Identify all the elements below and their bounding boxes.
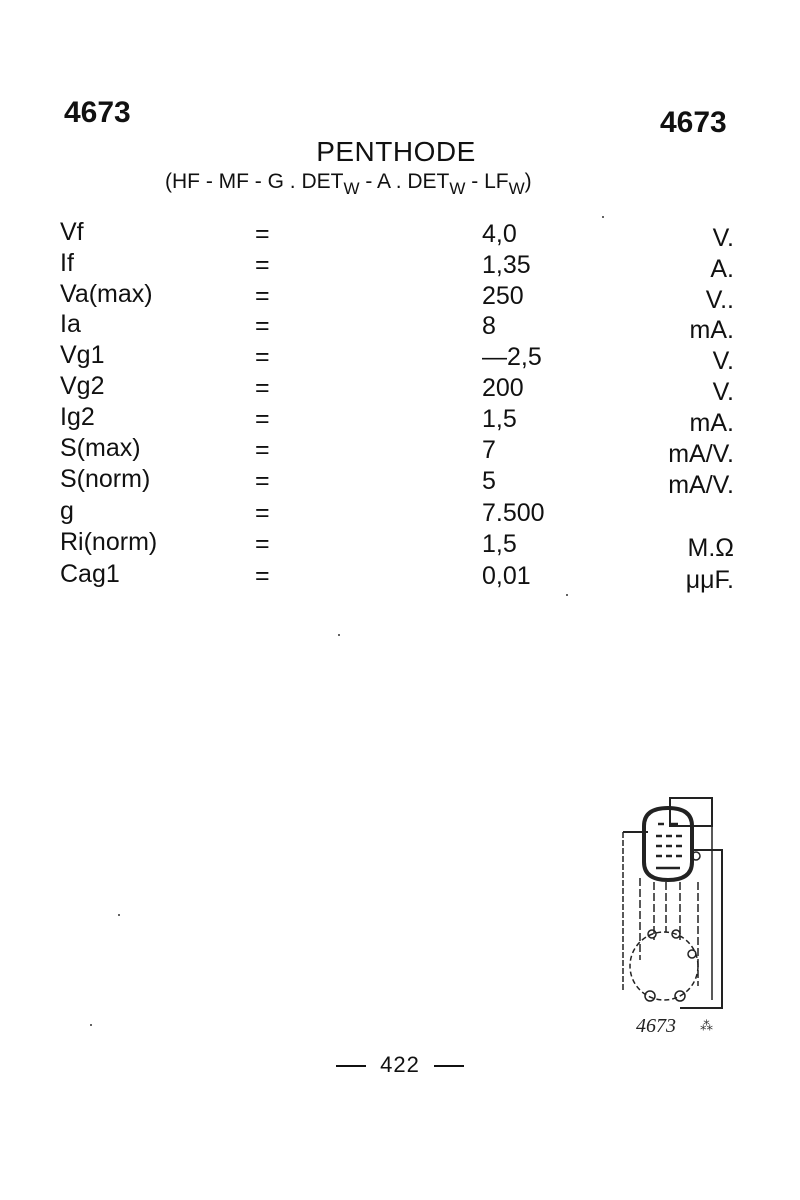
spec-symbol: S(max) [60,434,141,462]
spec-equals: = [255,499,270,527]
scan-speck [90,1024,92,1026]
spec-unit: M.Ω [687,534,734,562]
spec-value: 1,5 [482,405,517,433]
spec-row [0,249,800,283]
subtitle-part-b: - A . DET [359,170,450,193]
page-number-right: 4673 [660,106,727,139]
spec-equals: = [255,405,270,433]
footer-dash-left [336,1065,366,1067]
spec-symbol: Ri(norm) [60,528,158,556]
page-footer [0,1052,800,1078]
scan-speck [566,594,568,596]
spec-row [0,372,800,406]
spec-value: 250 [482,282,524,310]
spec-equals: = [255,562,270,590]
spec-unit: V. [712,347,734,375]
spec-unit: V. [712,378,734,406]
spec-row [0,560,800,594]
spec-symbol: Ig2 [60,403,95,431]
spec-row [0,341,800,375]
spec-symbol: S(norm) [60,465,151,493]
spec-row [0,310,800,344]
spec-value: 200 [482,374,524,402]
spec-symbol: Vg2 [60,372,105,400]
spec-value: 0,01 [482,562,531,590]
spec-row [0,403,800,437]
spec-equals: = [255,251,270,279]
spec-value: 7 [482,436,496,464]
spec-equals: = [255,312,270,340]
spec-row [0,434,800,468]
spec-value: 7.500 [482,499,545,527]
subtitle-part-d: ) [524,170,532,193]
spec-symbol: Cag1 [60,560,120,588]
spec-equals: = [255,220,270,248]
diagram-mark: ⁂ [700,1019,713,1034]
spec-symbol: If [60,249,74,277]
subtitle-part-a: (HF - MF - G . DET [165,170,344,193]
tube-type-title-text: PENTHODE [316,136,476,167]
spec-value: —2,5 [482,343,542,371]
subtitle-sub-b: W [449,179,466,198]
spec-unit: mA/V. [668,440,734,468]
subtitle-sub-a: W [343,179,360,198]
spec-unit: V.. [705,286,734,314]
spec-unit: mA. [689,409,734,437]
spec-equals: = [255,436,270,464]
footer-dash-right [434,1065,464,1067]
spec-symbol: Vg1 [60,341,105,369]
subtitle-sub-c: W [508,179,525,198]
page-number-left: 4673 [64,96,131,129]
spec-symbol: Ia [60,310,81,338]
spec-unit: V. [712,224,734,252]
spec-equals: = [255,374,270,402]
spec-value: 8 [482,312,496,340]
scan-speck [118,914,120,916]
spec-unit: mA/V. [668,471,734,499]
spec-value: 4,0 [482,220,517,248]
application-subtitle [165,170,532,199]
spec-unit: mA. [689,316,734,344]
spec-row [0,218,800,252]
spec-symbol: Vf [60,218,84,246]
diagram-label: 4673 [636,1015,676,1037]
spec-value: 5 [482,467,496,495]
spec-symbol: Va(max) [60,280,153,308]
spec-row [0,465,800,499]
spec-unit: A. [710,255,734,283]
spec-equals: = [255,282,270,310]
spec-row [0,528,800,562]
scan-speck [338,634,340,636]
tube-type-title [0,136,800,168]
spec-equals: = [255,467,270,495]
spec-unit: μμF. [685,566,734,594]
spec-row [0,280,800,314]
subtitle-part-c: - LF [465,170,509,193]
footer-page-number: 422 [380,1052,420,1077]
spec-equals: = [255,530,270,558]
tube-pin-diagram [600,790,740,1050]
spec-value: 1,35 [482,251,531,279]
spec-row [0,497,800,527]
spec-symbol: g [60,497,74,525]
scan-speck [602,216,604,218]
spec-value: 1,5 [482,530,517,558]
spec-equals: = [255,343,270,371]
